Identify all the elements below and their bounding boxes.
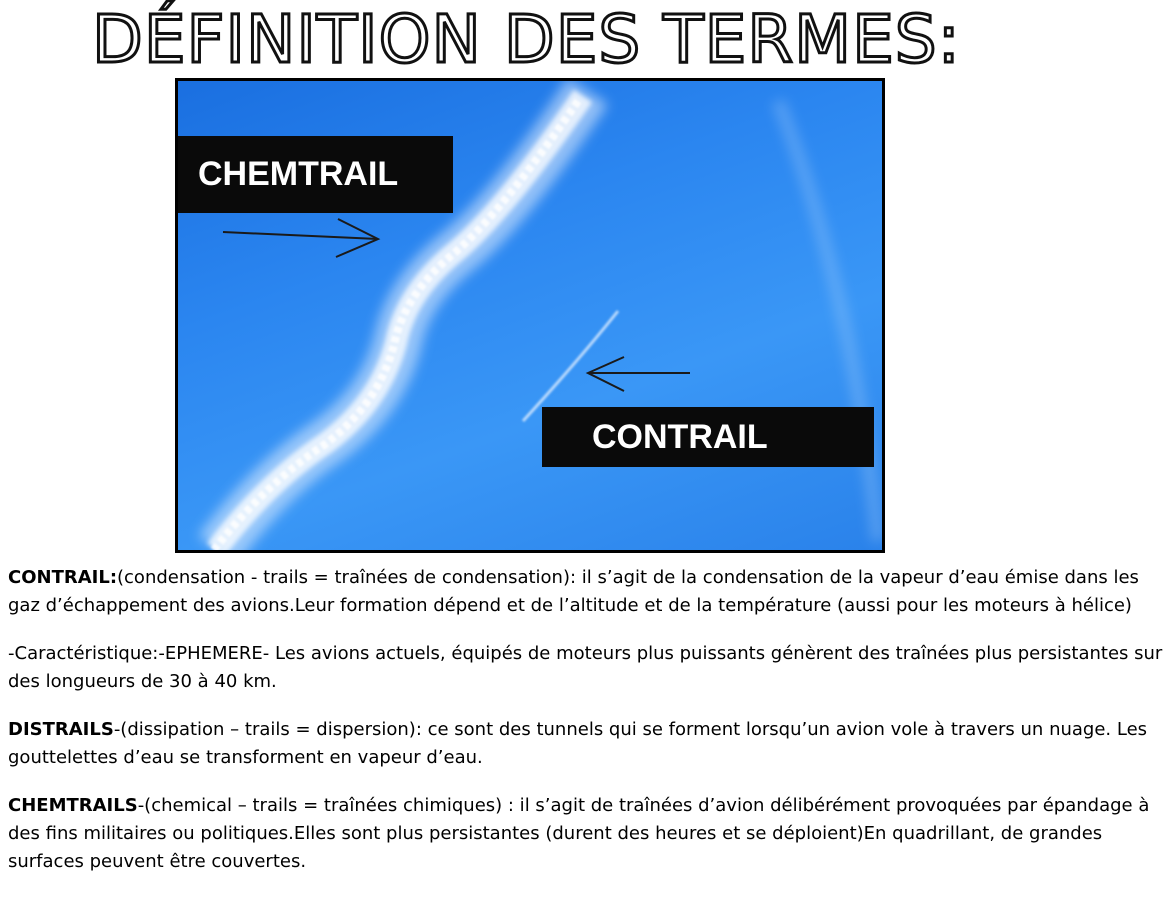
- chemtrail-label: [178, 136, 453, 213]
- contrail-paragraph: [8, 564, 1168, 620]
- chemtrails-paragraph: [8, 792, 1168, 876]
- page-title: DÉFINITION DES TERMES:: [92, 1, 961, 78]
- contrail-label-text: CONTRAIL: [592, 417, 768, 456]
- definitions-text: [8, 564, 1168, 896]
- arrow-left-icon: [588, 357, 690, 391]
- caracteristique-text: -Caractéristique:-EPHEMERE- Les avions actuels, équipés de moteurs plus puissants génèrent des traînées plus persistantes sur des longueurs de 30 à 40 km.: [8, 643, 1163, 692]
- arrow-right-icon: [223, 219, 378, 257]
- chemtrails-definition: -(chemical – trails = traînées chimiques) : il s’agit de traînées d’avion délibérément provoquées par épandage à des fins militaires ou politiques.Elles sont plus persistantes (durent des heures et se déploient)En quadrillant, de grandes surfaces peuvent être couvertes.: [8, 795, 1150, 872]
- distrails-paragraph: [8, 716, 1168, 772]
- caracteristique-paragraph: [8, 640, 1168, 696]
- chemtrail-contrail-photo: [175, 78, 885, 553]
- contrail-label: [542, 407, 874, 467]
- distrails-definition: -(dissipation – trails = dispersion): ce sont des tunnels qui se forment lorsqu’un avion vole à travers un nuage. Les gouttelettes d’eau se transforment en vapeur d’eau.: [8, 719, 1148, 768]
- chemtrail-label-text: CHEMTRAIL: [198, 155, 399, 193]
- chemtrails-term: CHEMTRAILS: [8, 795, 138, 816]
- distrails-term: DISTRAILS: [8, 719, 114, 740]
- contrail-term: CONTRAIL:: [8, 567, 118, 588]
- contrail-definition: (condensation - trails = traînées de condensation): il s’agit de la condensation de la vapeur d’eau émise dans les gaz d’échappement des avions.Leur formation dépend et de l’altitude et de la température (aussi pour les moteurs à hélice): [8, 567, 1139, 616]
